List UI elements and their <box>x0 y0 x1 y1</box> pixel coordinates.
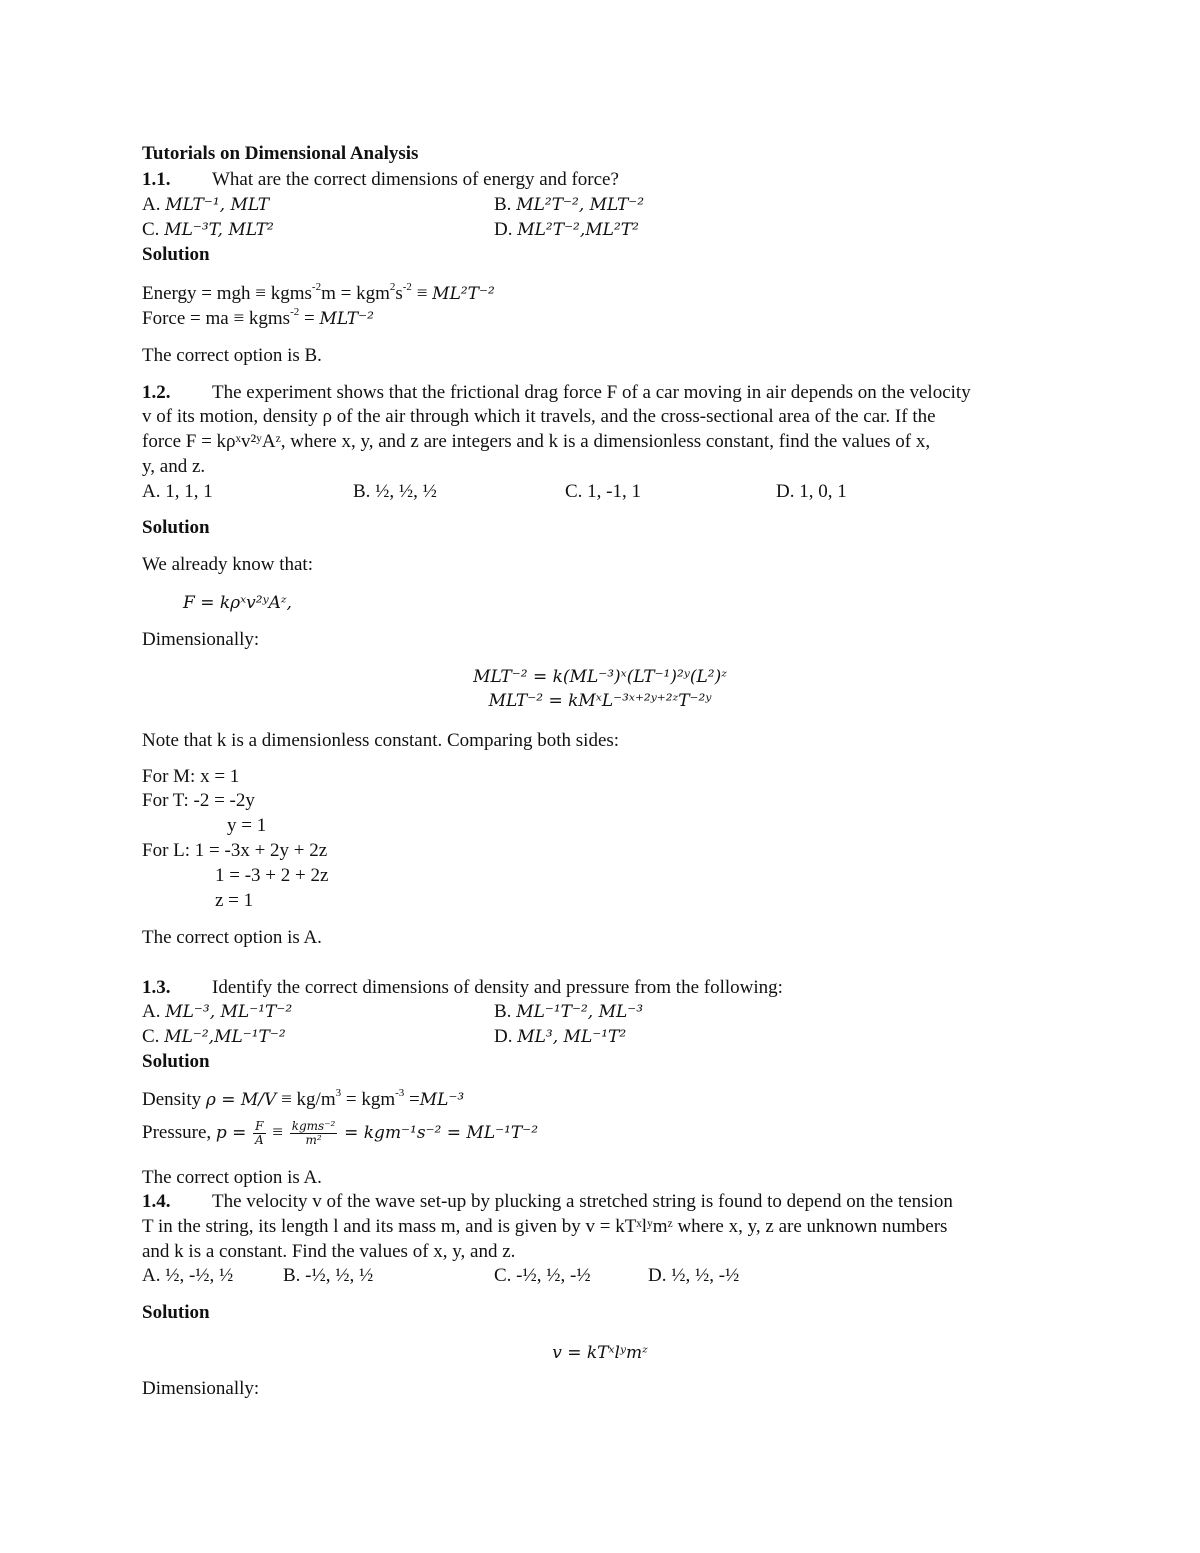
option-c <box>142 218 274 242</box>
option-b: B. ½, ½, ½ <box>353 481 437 502</box>
solution-step: For L: 1 = -3x + 2y + 2z <box>142 840 328 861</box>
option-d: D. 1, 0, 1 <box>776 481 847 502</box>
option-b <box>494 193 644 217</box>
answer-text: The correct option is A. <box>142 1167 322 1188</box>
option-d: D. ½, ½, -½ <box>648 1265 740 1286</box>
question-1-4 <box>142 1190 953 1214</box>
solution-step: y = 1 <box>227 815 267 836</box>
option-label: D. <box>494 219 518 240</box>
document-title: Tutorials on Dimensional Analysis <box>142 143 419 164</box>
option-d: D. ML³, ML⁻¹T² <box>494 1026 627 1047</box>
question-text: Identify the correct dimensions of density and pressure from the following: <box>212 977 783 998</box>
question-1-2 <box>142 381 971 405</box>
option-label: C. <box>142 219 165 240</box>
option-b: B. -½, ½, ½ <box>283 1265 374 1286</box>
question-number: 1.3. <box>142 977 171 998</box>
solution-heading: Solution <box>142 517 210 538</box>
question-text: What are the correct dimensions of energy and force? <box>212 169 619 190</box>
option-a: A. 1, 1, 1 <box>142 481 213 502</box>
option-b: B. ML⁻¹T⁻², ML⁻³ <box>494 1001 644 1022</box>
option-value: MLT⁻¹, MLT <box>165 195 270 215</box>
fraction: $\frac{F}{A}$ <box>255 1119 264 1148</box>
solution-heading: Solution <box>142 1051 210 1072</box>
question-1-1 <box>142 168 619 192</box>
question-text-line: T in the string, its length l and its mass m, and is given by v = kTˣlʸmᶻ where x, y, z are unknown numbers <box>142 1216 948 1237</box>
option-c: C. 1, -1, 1 <box>565 481 641 502</box>
solution-text: Note that k is a dimensionless constant. Comparing both sides: <box>142 730 620 751</box>
option-c: C. -½, ½, -½ <box>494 1265 591 1286</box>
pressure-equation: Pressure, p = $\frac{F}{A}$ ≡ $\frac{\text{kgms⁻²}}{\text{m²}}$ = kgm⁻¹s⁻² = ML⁻¹T⁻² <box>142 1119 539 1148</box>
option-a: A. ML⁻³, ML⁻¹T⁻² <box>142 1001 293 1022</box>
question-number: 1.4. <box>142 1191 171 1212</box>
question-text-line: force F = kρˣv²ʸAᶻ, where x, y, and z are integers and k is a dimensionless constant, find the values of x, <box>142 431 931 452</box>
solution-step: 1 = -3 + 2 + 2z <box>215 865 329 886</box>
option-a: A. ½, -½, ½ <box>142 1265 234 1286</box>
option-a <box>142 193 269 217</box>
option-d <box>494 218 639 242</box>
option-label: A. <box>142 194 166 215</box>
equation: MLT⁻² = kMˣL⁻³ˣ⁺²ʸ⁺²ᶻT⁻²ʸ <box>488 691 712 711</box>
solution-text: Dimensionally: <box>142 1378 260 1399</box>
option-label: B. <box>494 194 517 215</box>
option-value: ML²T⁻², MLT⁻² <box>516 195 645 215</box>
solution-text: We already know that: <box>142 554 313 575</box>
answer-text: The correct option is B. <box>142 345 322 366</box>
density-equation: Density $\rho = M/V \equiv kg/m^3 = kgm^{-3} =ML^{-3}$ <box>142 1086 465 1110</box>
solution-heading: Solution <box>142 244 210 265</box>
force-equation: Force = ma ≡ kgms$^{-2}$ = MLT⁻² <box>142 305 374 329</box>
solution-step: For M: x = 1 <box>142 766 240 787</box>
question-number: 1.2. <box>142 382 171 403</box>
question-1-3 <box>142 976 783 1000</box>
answer-text: The correct option is A. <box>142 927 322 948</box>
question-text: The experiment shows that the frictional drag force F of a car moving in air depends on the velocity <box>212 382 971 403</box>
option-value: ML²T⁻²,ML²T² <box>517 220 639 240</box>
question-text-line: and k is a constant. Find the values of x, y, and z. <box>142 1241 516 1262</box>
solution-text: Dimensionally: <box>142 629 260 650</box>
equation: F = kρˣv²ʸAᶻ, <box>183 593 292 613</box>
option-value: ML⁻³T, MLT² <box>164 220 274 240</box>
fraction: $\frac{\text{kgms⁻²}}{\text{m²}}$ <box>291 1119 336 1148</box>
energy-equation: Energy = mgh ≡ kgms$^{-2}$m = $kgm^2s^{-2} \equiv ML^2T^{-2}$ <box>142 280 495 304</box>
solution-step: For T: -2 = -2y <box>142 790 255 811</box>
equation: MLT⁻² = k(ML⁻³)ˣ(LT⁻¹)²ʸ(L²)ᶻ <box>473 667 727 687</box>
question-text-line: v of its motion, density ρ of the air through which it travels, and the cross-sectional area of the car. If the <box>142 406 936 427</box>
equation: v = kTˣlʸmᶻ <box>552 1343 648 1363</box>
question-text: The velocity v of the wave set-up by plucking a stretched string is found to depend on the tension <box>212 1191 953 1212</box>
solution-heading: Solution <box>142 1302 210 1323</box>
question-number: 1.1. <box>142 169 171 190</box>
solution-step: z = 1 <box>215 890 254 911</box>
question-text-line: y, and z. <box>142 456 206 477</box>
option-c: C. ML⁻²,ML⁻¹T⁻² <box>142 1026 286 1047</box>
